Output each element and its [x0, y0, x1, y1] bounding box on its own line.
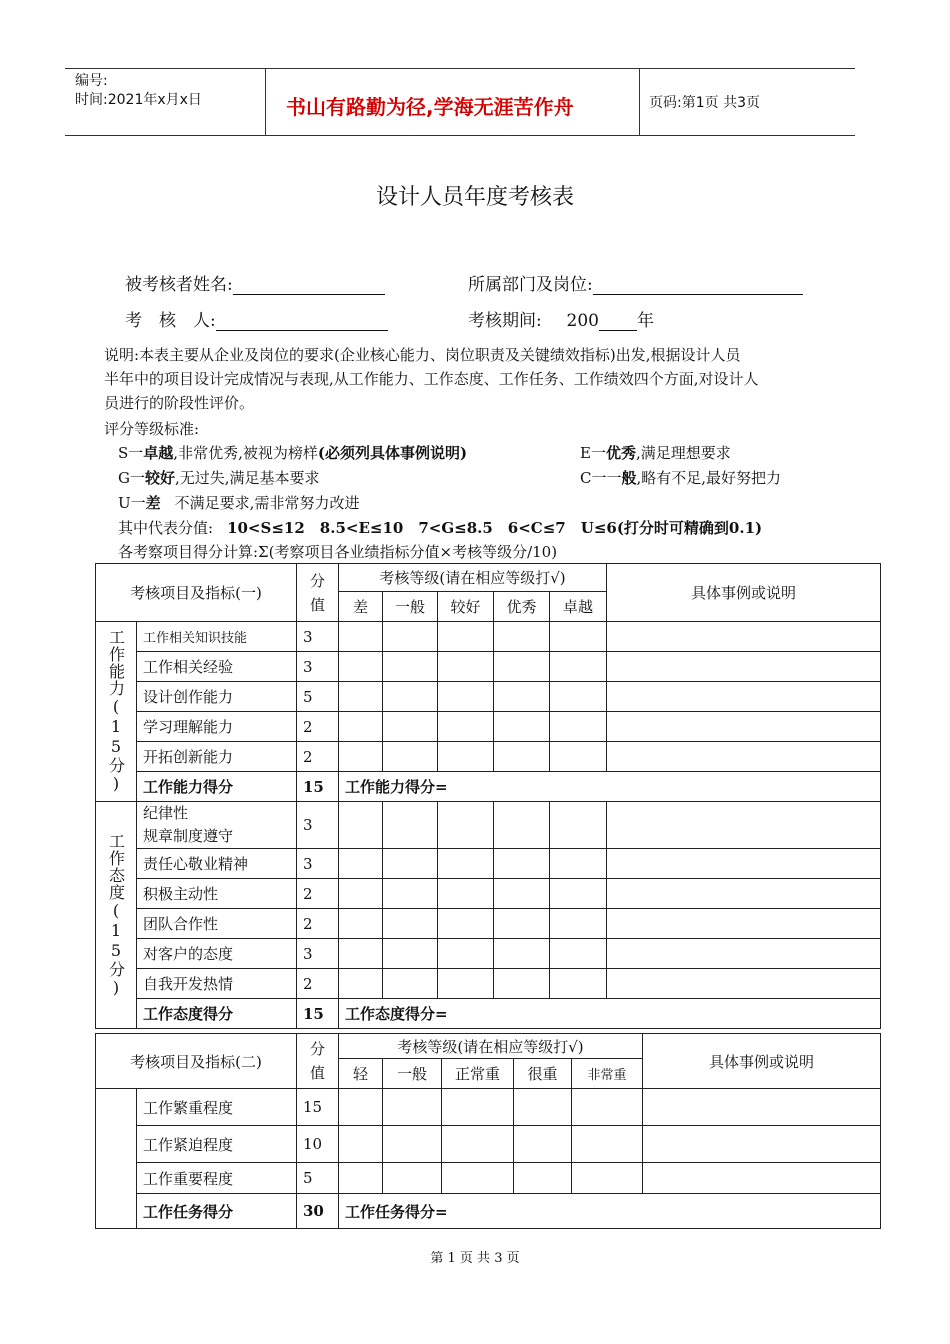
- name-blank[interactable]: [233, 276, 385, 295]
- period-year-suffix: 年: [637, 311, 654, 331]
- grade-cell[interactable]: [339, 1089, 383, 1126]
- grade-cell[interactable]: [494, 909, 550, 939]
- grade-cell[interactable]: [438, 879, 494, 909]
- grade-cell[interactable]: [442, 1089, 514, 1126]
- table1-grade-col: 差: [339, 592, 383, 622]
- task-item-name: 工作重要程度: [137, 1163, 297, 1194]
- description-line-3: 员进行的阶段性评价。: [104, 394, 255, 412]
- task-item-name: 工作紧迫程度: [137, 1126, 297, 1163]
- grade-cell[interactable]: [339, 909, 383, 939]
- task-group-label: [96, 1089, 137, 1229]
- table2-head-item: 考核项目及指标(二): [96, 1034, 297, 1089]
- table2-head-score-line-1: 分: [309, 1040, 325, 1058]
- header-motto: 书山有路勤为径,学海无涯苦作舟: [286, 95, 574, 119]
- example-cell[interactable]: [643, 1163, 881, 1194]
- table2-grade-col: 一般: [383, 1059, 442, 1089]
- ability-group-label: [96, 622, 137, 802]
- header-time: 时间:2021年x月x日: [75, 92, 202, 108]
- grade-cell[interactable]: [494, 712, 550, 742]
- grade-c-name: 般: [621, 469, 637, 487]
- attitude-item-name: 对客户的态度: [137, 939, 297, 969]
- grade-cell[interactable]: [383, 909, 438, 939]
- table1-head-item: 考核项目及指标(一): [96, 564, 297, 622]
- grade-cell[interactable]: [383, 622, 438, 652]
- assessor-label: 考 核 人:: [125, 311, 216, 331]
- grade-cell[interactable]: [550, 742, 607, 772]
- description-block: [104, 343, 864, 415]
- attitude-total-score: 15: [297, 999, 339, 1029]
- example-cell[interactable]: [607, 849, 881, 879]
- grade-cell[interactable]: [383, 1163, 442, 1194]
- task-item-score: 5: [297, 1163, 339, 1194]
- grade-e-name: 优秀: [605, 444, 636, 462]
- grade-cell[interactable]: [514, 1163, 572, 1194]
- header-divider-left: [265, 68, 266, 136]
- period-field: [468, 306, 654, 331]
- grade-e-code: E一: [580, 444, 606, 462]
- assessor-field: [125, 306, 388, 331]
- grade-s-name: 卓越: [143, 444, 174, 462]
- grade-c-code: C一一: [580, 469, 622, 487]
- grade-cell[interactable]: [442, 1126, 514, 1163]
- grade-cell[interactable]: [494, 622, 550, 652]
- table2-head-example: 具体事例或说明: [643, 1034, 881, 1089]
- grade-cell[interactable]: [494, 652, 550, 682]
- ability-group-text: 工作能力(15分): [106, 629, 126, 794]
- grade-cell[interactable]: [339, 1126, 383, 1163]
- grade-cell[interactable]: [438, 622, 494, 652]
- grade-e: [580, 441, 731, 465]
- grade-c: [580, 466, 781, 490]
- task-total-result[interactable]: 工作任务得分=: [339, 1194, 881, 1229]
- ability-total-result[interactable]: 工作能力得分=: [339, 772, 881, 802]
- assessor-blank[interactable]: [216, 312, 388, 331]
- period-year-blank[interactable]: [599, 312, 637, 331]
- grade-cell[interactable]: [383, 1089, 442, 1126]
- attitude-group-text: 工作态度(15分): [106, 832, 126, 998]
- attitude-item-score: 2: [297, 909, 339, 939]
- example-cell[interactable]: [607, 682, 881, 712]
- grade-cell[interactable]: [438, 939, 494, 969]
- attitude-total-result[interactable]: 工作态度得分=: [339, 999, 881, 1029]
- grade-cell[interactable]: [550, 969, 607, 999]
- grade-cell[interactable]: [438, 682, 494, 712]
- grade-cell[interactable]: [494, 939, 550, 969]
- score-formula: 各考察项目得分计算:Σ(考察项目各业绩指标分值×考核等级分/10): [118, 543, 558, 561]
- grade-e-desc: ,满足理想要求: [635, 444, 731, 462]
- page-title: 设计人员年度考核表: [375, 185, 574, 210]
- example-cell[interactable]: [607, 969, 881, 999]
- table1-head-grade: 考核等级(请在相应等级打√): [339, 564, 607, 592]
- grade-cell[interactable]: [550, 939, 607, 969]
- ability-total-score: 15: [297, 772, 339, 802]
- grade-cell[interactable]: [550, 802, 607, 849]
- example-cell[interactable]: [607, 879, 881, 909]
- grade-s-code: S一: [118, 444, 144, 462]
- example-cell[interactable]: [607, 622, 881, 652]
- description-line-1: 说明:本表主要从企业及岗位的要求(企业核心能力、岗位职责及关键绩效指标)出发,根据设计人员: [104, 346, 741, 364]
- table1-head-score: [297, 564, 339, 622]
- grade-cell[interactable]: [442, 1163, 514, 1194]
- score-values-label: 其中代表分值:: [118, 519, 214, 537]
- table2-grade-col: 很重: [514, 1059, 572, 1089]
- assessment-table-1: [95, 563, 881, 1029]
- grade-cell[interactable]: [438, 909, 494, 939]
- grade-cell[interactable]: [383, 849, 438, 879]
- grade-cell[interactable]: [550, 879, 607, 909]
- header-top-rule: [65, 68, 855, 69]
- grade-s: [118, 441, 467, 465]
- assessment-table-2: [95, 1033, 881, 1229]
- example-cell[interactable]: [643, 1126, 881, 1163]
- grade-u-code: U一: [118, 494, 146, 512]
- example-cell[interactable]: [607, 742, 881, 772]
- task-item-score: 15: [297, 1089, 339, 1126]
- grade-cell[interactable]: [383, 939, 438, 969]
- attitude-item-score: 3: [297, 802, 339, 849]
- score-values-text: 10<S≤12 8.5<E≤10 7<G≤8.5 6<C≤7 U≤6(打分时可精确到0.1): [227, 519, 763, 537]
- grade-cell[interactable]: [494, 742, 550, 772]
- grade-cell[interactable]: [383, 1126, 442, 1163]
- grade-g-name: 较好: [144, 469, 175, 487]
- grade-cell[interactable]: [383, 969, 438, 999]
- ability-item-name: 设计创作能力: [137, 682, 297, 712]
- attitude-item-line-1: 纪律性: [143, 804, 189, 822]
- grade-s-desc: ,非常优秀,被视为榜样: [173, 444, 318, 462]
- table1-head-score-line-2: 值: [309, 595, 325, 614]
- attitude-item-line-2: 规章制度遵守: [143, 827, 234, 845]
- grade-cell[interactable]: [550, 712, 607, 742]
- dept-label: 所属部门及岗位:: [468, 275, 593, 295]
- grade-cell[interactable]: [339, 802, 383, 849]
- grade-cell[interactable]: [339, 879, 383, 909]
- ability-item-score: 2: [297, 742, 339, 772]
- table1-grade-col: 较好: [438, 592, 494, 622]
- score-values: [118, 516, 762, 540]
- example-cell[interactable]: [607, 652, 881, 682]
- attitude-item-name: [137, 802, 297, 849]
- grade-u-name: 差: [145, 494, 161, 512]
- table1-grade-col: 一般: [383, 592, 438, 622]
- name-label: 被考核者姓名:: [125, 275, 233, 295]
- table2-grade-col: 非常重: [572, 1059, 643, 1089]
- grade-cell[interactable]: [339, 622, 383, 652]
- grade-g-desc: ,无过失,满足基本要求: [175, 469, 320, 487]
- grade-g-code: G一: [118, 469, 145, 487]
- period-year-prefix: 200: [566, 311, 599, 331]
- attitude-item-name: 积极主动性: [137, 879, 297, 909]
- attitude-item-score: 2: [297, 969, 339, 999]
- grade-cell[interactable]: [494, 682, 550, 712]
- grade-u-desc: 不满足要求,需非常努力改进: [174, 494, 360, 512]
- attitude-item-name: 自我开发热情: [137, 969, 297, 999]
- grade-cell[interactable]: [438, 849, 494, 879]
- task-item-score: 10: [297, 1126, 339, 1163]
- period-label: 考核期间:: [468, 311, 542, 331]
- attitude-item-score: 3: [297, 849, 339, 879]
- table1-head-example: 具体事例或说明: [607, 564, 881, 622]
- grade-g: [118, 466, 320, 490]
- ability-item-name: 学习理解能力: [137, 712, 297, 742]
- grade-cell[interactable]: [550, 909, 607, 939]
- grade-s-note: (必须列具体事例说明): [317, 444, 468, 462]
- header-page-info: 页码:第1页 共3页: [649, 95, 760, 111]
- ability-item-name: 开拓创新能力: [137, 742, 297, 772]
- grade-cell[interactable]: [550, 849, 607, 879]
- ability-item-score: 3: [297, 622, 339, 652]
- ability-item-name: 工作相关经验: [137, 652, 297, 682]
- description-line-2: 半年中的项目设计完成情况与表现,从工作能力、工作态度、工作任务、工作绩效四个方面,对设计人: [104, 370, 759, 388]
- grade-title: 评分等级标准:: [104, 420, 200, 438]
- attitude-group-label: [96, 802, 137, 1029]
- header-number: 编号:: [75, 73, 108, 89]
- grade-cell[interactable]: [339, 939, 383, 969]
- table2-grade-col: 轻: [339, 1059, 383, 1089]
- table1-grade-col: 优秀: [494, 592, 550, 622]
- attitude-item-name: 团队合作性: [137, 909, 297, 939]
- grade-cell[interactable]: [572, 1089, 643, 1126]
- grade-cell[interactable]: [550, 652, 607, 682]
- ability-item-score: 5: [297, 682, 339, 712]
- grade-cell[interactable]: [383, 802, 438, 849]
- attitude-item-name: 责任心敬业精神: [137, 849, 297, 879]
- grade-cell[interactable]: [383, 879, 438, 909]
- attitude-item-score: 3: [297, 939, 339, 969]
- grade-cell[interactable]: [494, 879, 550, 909]
- grade-c-desc: ,略有不足,最好努把力: [636, 469, 782, 487]
- table2-grade-col: 正常重: [442, 1059, 514, 1089]
- example-cell[interactable]: [607, 802, 881, 849]
- grade-cell[interactable]: [339, 742, 383, 772]
- attitude-item-score: 2: [297, 879, 339, 909]
- dept-blank[interactable]: [593, 276, 803, 295]
- grade-cell[interactable]: [550, 682, 607, 712]
- ability-item-name: 工作相关知识技能: [137, 622, 297, 652]
- grade-cell[interactable]: [383, 712, 438, 742]
- example-cell[interactable]: [607, 909, 881, 939]
- table2-head-score: [297, 1034, 339, 1089]
- grade-cell[interactable]: [572, 1163, 643, 1194]
- task-total-score: 30: [297, 1194, 339, 1229]
- header-divider-right: [639, 68, 640, 136]
- grade-cell[interactable]: [339, 712, 383, 742]
- grade-cell[interactable]: [572, 1126, 643, 1163]
- ability-total-label: 工作能力得分: [137, 772, 297, 802]
- grade-cell[interactable]: [550, 622, 607, 652]
- table1-head-score-line-1: 分: [309, 571, 325, 590]
- dept-field: [468, 270, 803, 295]
- ability-item-score: 3: [297, 652, 339, 682]
- example-cell[interactable]: [643, 1089, 881, 1126]
- grade-cell[interactable]: [383, 652, 438, 682]
- grade-cell[interactable]: [383, 742, 438, 772]
- example-cell[interactable]: [607, 712, 881, 742]
- grade-cell[interactable]: [339, 652, 383, 682]
- grade-cell[interactable]: [339, 682, 383, 712]
- task-total-label: 工作任务得分: [137, 1194, 297, 1229]
- attitude-total-label: 工作态度得分: [137, 999, 297, 1029]
- name-field: [125, 270, 385, 295]
- grade-cell[interactable]: [339, 849, 383, 879]
- header-bottom-rule: [65, 135, 855, 136]
- example-cell[interactable]: [607, 939, 881, 969]
- grade-cell[interactable]: [438, 969, 494, 999]
- grade-cell[interactable]: [438, 652, 494, 682]
- table2-head-grade: 考核等级(请在相应等级打√): [339, 1034, 643, 1059]
- grade-cell[interactable]: [339, 969, 383, 999]
- grade-cell[interactable]: [438, 712, 494, 742]
- table2-head-score-line-2: 值: [309, 1064, 325, 1082]
- grade-cell[interactable]: [339, 1163, 383, 1194]
- page-footer: 第 1 页 共 3 页: [430, 1251, 520, 1266]
- grade-cell[interactable]: [514, 1126, 572, 1163]
- ability-item-score: 2: [297, 712, 339, 742]
- grade-cell[interactable]: [494, 802, 550, 849]
- grade-cell[interactable]: [383, 682, 438, 712]
- grade-cell[interactable]: [494, 969, 550, 999]
- grade-cell[interactable]: [438, 742, 494, 772]
- task-item-name: 工作繁重程度: [137, 1089, 297, 1126]
- table1-grade-col: 卓越: [550, 592, 607, 622]
- grade-cell[interactable]: [494, 849, 550, 879]
- grade-cell[interactable]: [438, 802, 494, 849]
- grade-u: [118, 491, 359, 515]
- grade-cell[interactable]: [514, 1089, 572, 1126]
